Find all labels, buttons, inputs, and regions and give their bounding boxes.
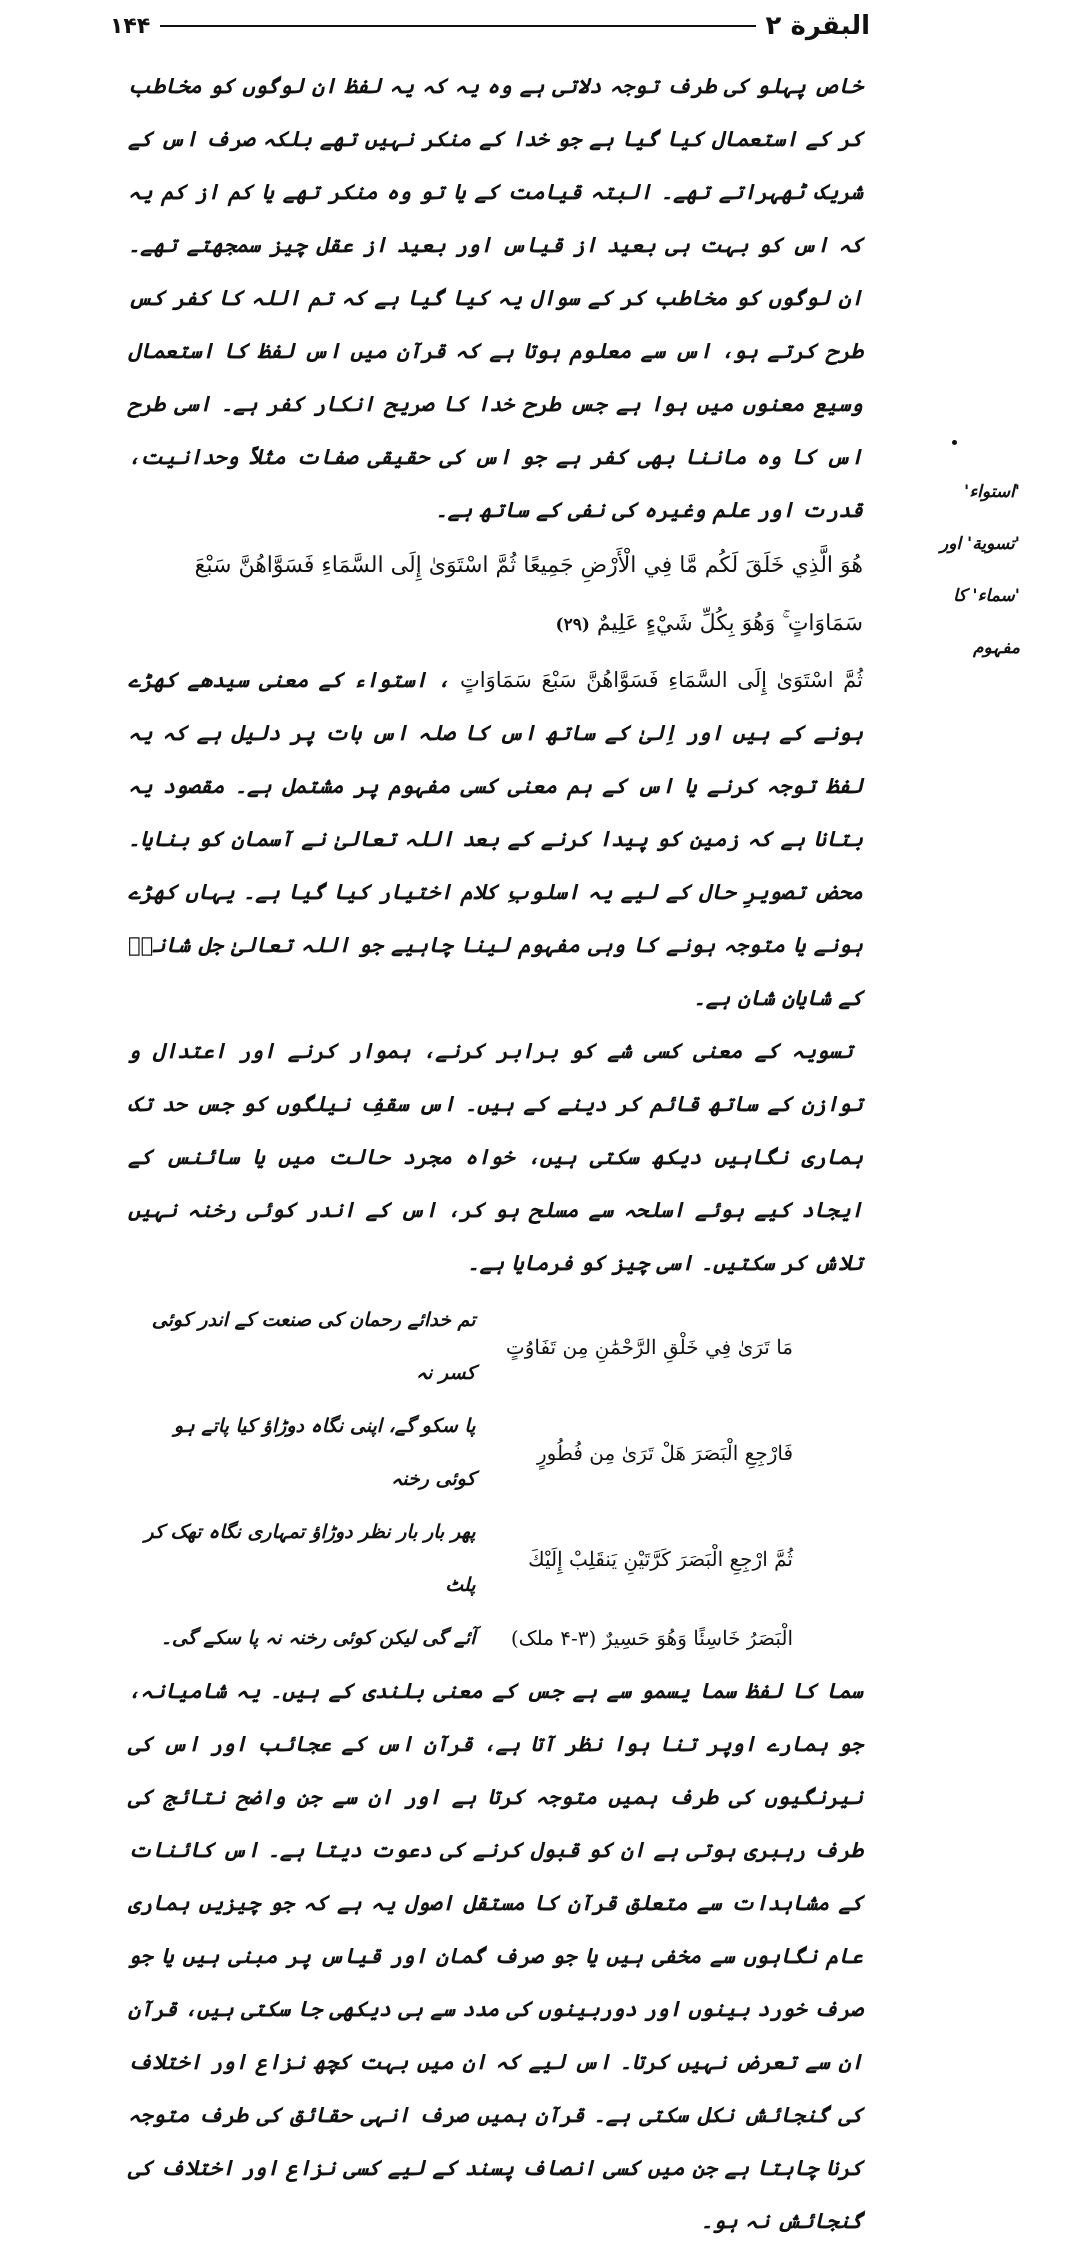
verse-translation-table — [128, 1294, 863, 1665]
paragraph-kufr: خاص پہلو کی طرف توجہ دلاتی ہے وہ یہ کہ یہ لفظ ان لوگوں کو مخاطب کر کے استعمال کیا گیا ہے جو خدا کے منکر نہیں تھے بلکہ صرف اس کے شریک ٹھہراتے تھے۔ البتہ قیامت کے یا تو وہ منکر تھے یا کم از کم یہ کہ اس کو بہت ہی بعید از قیاس اور بعید از عقل چیز سمجھتے تھے۔ ان لوگوں کو مخاطب کر کے سوال یہ کیا گیا ہے کہ تم اللہ کا کفر کس طرح کرتے ہو، اس سے معلوم ہوتا ہے کہ قرآن میں اس لفظ کا استعمال وسیع معنوں میں ہوا ہے جس طرح خدا کا صریح انکار کفر ہے۔ اسی طرح اس کا وہ ماننا بھی کفر ہے جو اس کی حقیقی صفات مثلاً وحدانیت، قدرت اور علم وغیرہ کی نفی کے ساتھ ہے۔ — [128, 74, 863, 522]
margin-note-line: مفہوم — [973, 638, 1020, 658]
verse-row — [128, 1612, 863, 1665]
paragraph-istiwa — [128, 654, 863, 1025]
page-header — [110, 6, 870, 46]
paragraph-taswiya: تسویہ کے معنی کسی شے کو برابر کرنے، ہموار کرنے اور اعتدال و توازن کے ساتھ قائم کر دینے کے ہیں۔ اس سقفِ نیلگوں کو جس حد تک ہماری نگاہیں دیکھ سکتی ہیں، خواہ مجرد حالت میں یا سائنس کے ایجاد کیے ہوئے اسلحہ سے مسلح ہو کر، اس کے اندر کوئی رخنہ نہیں تلاش کر سکتیں۔ اسی چیز کو فرمایا ہے۔ — [128, 1039, 863, 1275]
verse-urdu: پا سکو گے، اپنی نگاہ دوڑاؤ کیا پاتے ہو کوئی رخنہ — [173, 1415, 476, 1490]
margin-note — [880, 466, 1020, 674]
verse-urdu: تم خدائے رحمان کی صنعت کے اندر کوئی کسر نہ — [151, 1309, 476, 1384]
paragraph-sama: سما کا لفظ سما یسمو سے ہے جس کے معنی بلندی کے ہیں۔ یہ شامیانہ، جو ہمارے اوپر تنا ہوا نظر آتا ہے، قرآن اس کے عجائب اور اس کی نیرنگیوں کی طرف ہمیں متوجہ کرتا ہے اور ان سے جن واضح نتائج کی طرف رہبری ہوتی ہے ان کو قبول کرنے کی دعوت دیتا ہے۔ اس کائنات کے مشاہدات سے متعلق قرآن کا مستقل اصول یہ ہے کہ جو چیزیں ہماری عام نگاہوں سے مخفی ہیں یا جو صرف گمان اور قیاس پر مبنی ہیں یا جو صرف خورد بینوں اور دوربینوں کی مدد سے ہی دیکھی جا سکتی ہیں، قرآن ان سے تعرض نہیں کرتا۔ اس لیے کہ ان میں بہت کچھ نزاع اور اختلاف کی گنجائش نکل سکتی ہے۔ قرآن ہمیں صرف انہی حقائق کی طرف متوجہ کرنا چاہتا ہے جن میں کسی انصاف پسند کے لیے کسی نزاع اور اختلاف کی گنجائش نہ ہو۔ — [128, 1679, 863, 2233]
quoted-ayah: ثُمَّ اسْتَوَىٰ إِلَى السَّمَاءِ فَسَوَّاهُنَّ سَبْعَ سَمَاوَاتٍ — [460, 668, 863, 692]
surah-title: البقرة ۲ — [765, 11, 870, 41]
page-number: ۱۴۴ — [110, 13, 151, 39]
bullet-dot — [952, 440, 957, 445]
verse-arabic: فَارْجِعِ الْبَصَرَ هَلْ تَرَىٰ مِن فُطُورٍ — [536, 1440, 793, 1465]
verse-arabic: مَا تَرَىٰ فِي خَلْقِ الرَّحْمَٰنِ مِن تَفَاوُتٍ — [505, 1334, 793, 1359]
page-body — [128, 60, 863, 2248]
quran-ayah — [128, 537, 863, 654]
ayah-reference: (۲۹) — [555, 615, 590, 635]
verse-row — [128, 1400, 863, 1506]
margin-note-line: 'استواء' — [963, 482, 1020, 502]
margin-note-line: 'سماء' کا — [953, 586, 1020, 606]
verse-arabic: الْبَصَرُ خَاسِئًا وَهُوَ حَسِيرٌ (۳-۴ ملک) — [510, 1626, 793, 1650]
verse-urdu: آئے گی لیکن کوئی رخنہ نہ پا سکے گی۔ — [160, 1627, 476, 1649]
header-rule — [160, 25, 755, 27]
paragraph-istiwa-text: ، استواء کے معنی سیدھے کھڑے ہونے کے ہیں اور اِلیٰ کے ساتھ اس کا صلہ اس بات پر دلیل ہے کہ یہ لفظ توجہ کرنے یا اس کے ہم معنی کسی مفہوم پر مشتمل ہے۔ مقصود یہ بتانا ہے کہ زمین کو پیدا کرنے کے بعد اللہ تعالیٰ نے آسمان کو بنایا۔ محض تصویرِ حال کے لیے یہ اسلوبِ کلام اختیار کیا گیا ہے۔ یہاں کھڑے ہونے یا متوجہ ہونے کا وہی مفہوم لینا چاہیے جو اللہ تعالیٰ جل شانہٗ کے شایانِ شان ہے۔ — [128, 668, 863, 1010]
verse-row — [128, 1294, 863, 1400]
verse-row — [128, 1506, 863, 1612]
margin-note-line: 'تسویة' اور — [940, 534, 1020, 554]
verse-arabic: ثُمَّ ارْجِعِ الْبَصَرَ كَرَّتَيْنِ يَنقَلِبْ إِلَيْكَ — [528, 1546, 793, 1571]
verse-urdu: پھر بار بار نظر دوڑاؤ تمہاری نگاہ تھک کر پلٹ — [144, 1521, 476, 1596]
ayah-text: هُوَ الَّذِي خَلَقَ لَكُم مَّا فِي الْأَرْضِ جَمِيعًا ثُمَّ اسْتَوَىٰ إِلَى السَّمَاءِ فَسَوَّاهُنَّ سَبْعَ سَمَاوَاتٍ ۚ وَهُوَ بِكُلِّ شَيْءٍ عَلِيمٌ — [194, 553, 863, 636]
